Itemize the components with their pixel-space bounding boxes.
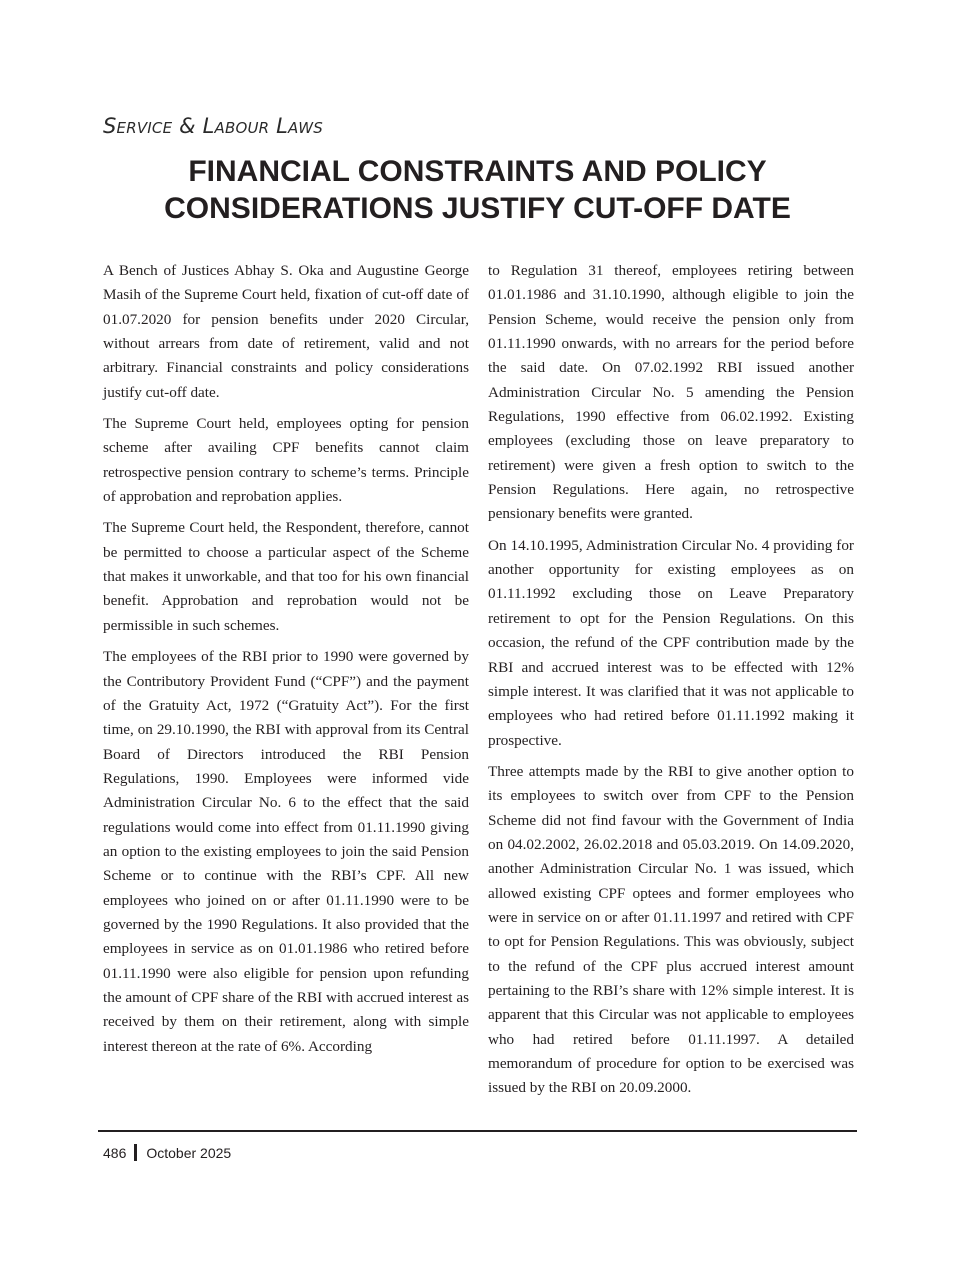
issue-date: October 2025 <box>146 1144 232 1161</box>
page-footer <box>103 1144 231 1161</box>
paragraph: The Supreme Court held, the Respondent, therefore, cannot be permitted to choose a particular aspect of the Scheme that makes it unworkable, and that too for his own financial benefit. Approbation and reprobation would not be permissible in such schemes. <box>103 519 469 634</box>
footer-separator <box>134 1144 137 1161</box>
paragraph: to Regulation 31 thereof, employees retiring between 01.01.1986 and 31.10.1990, although eligible to join the Pension Scheme, would receive the pension only from 01.11.1990 onwards, with no arrears for the period before the said date. On 07.02.1992 RBI issued another Administration Circular No. 5 amending the Pension Regulations, 1990 effective from 06.02.1992. Existing employees (excluding those on leave preparatory to retirement) were given a fresh option to switch to the Pension Regulations. Here again, no retrospective pensionary benefits were granted. <box>488 262 854 523</box>
footer-divider <box>98 1130 857 1132</box>
article-title: FINANCIAL CONSTRAINTS AND POLICY CONSIDERATIONS JUSTIFY CUT-OFF DATE <box>164 155 791 225</box>
right-column <box>488 259 854 1108</box>
paragraph: On 14.10.1995, Administration Circular No. 4 providing for another opportunity for existing employees as on 01.11.1992 excluding those on Leave Preparatory retirement to opt for the Pension Regulations. On this occasion, the refund of the CPF contribution made by the RBI and accrued interest was to be effected with 12% simple interest. It was clarified that it was not applicable to employees who had retired before 01.11.1992 making it prospective. <box>488 536 854 749</box>
paragraph: The employees of the RBI prior to 1990 were governed by the Contributory Provident Fund (“CPF”) and the payment of the Gratuity Act, 1972 (“Gratuity Act”). For the first time, on 29.10.1990, the RBI with approval from its Central Board of Directors introduced the RBI Pension Regulations, 1990. Employees were informed vide Administration Circular No. 6 to the effect that the said regulations would come into effect from 01.11.1990 giving an option to the existing employees to join the said Pension Scheme or to continue with the RBI’s CPF. All new employees who joined on or after 01.11.1990 were to be governed by the 1990 Regulations. It also provided that the employees in service as on 01.01.1986 who retired before 01.11.1990 were also eligible for pension upon refunding the amount of CPF share of the RBI with accrued interest as received by them on their retirement, along with simple interest thereon at the rate of 6%. According <box>103 648 469 1055</box>
paragraph: Three attempts made by the RBI to give another option to its employees to switch over from CPF to the Pension Scheme did not find favour with the Government of India on 04.02.2002, 26.02.2018 and 05.03.2019. On 14.09.2020, another Administration Circular No. 1 was issued, which allowed existing CPF optees and former employees who were in service on or after 01.11.1997 and retired with CPF to opt for Pension Regulations. This was obviously, subject to the refund of the CPF plus accrued interest amount pertaining to the RBI’s share with 12% simple interest. It is apparent that this Circular was not applicable to employees who had retired before 01.11.1997. A detailed memorandum of procedure for option to be exercised was issued by the RBI on 20.09.2000. <box>488 762 854 1097</box>
left-column <box>103 259 469 1066</box>
section-heading: Service & Labour Laws <box>103 114 323 138</box>
paragraph: A Bench of Justices Abhay S. Oka and Augustine George Masih of the Supreme Court held, fixation of cut-off date of 01.07.2020 for pension benefits under 2020 Circular, without arrears from date of retirement, valid and not arbitrary. Financial constraints and policy considerations justify cut-off date. <box>103 262 469 401</box>
page-number: 486 <box>103 1144 127 1161</box>
paragraph: The Supreme Court held, employees opting for pension scheme after availing CPF benefits cannot claim retrospective pension contrary to scheme’s terms. Principle of approbation and reprobation applies. <box>103 415 469 506</box>
